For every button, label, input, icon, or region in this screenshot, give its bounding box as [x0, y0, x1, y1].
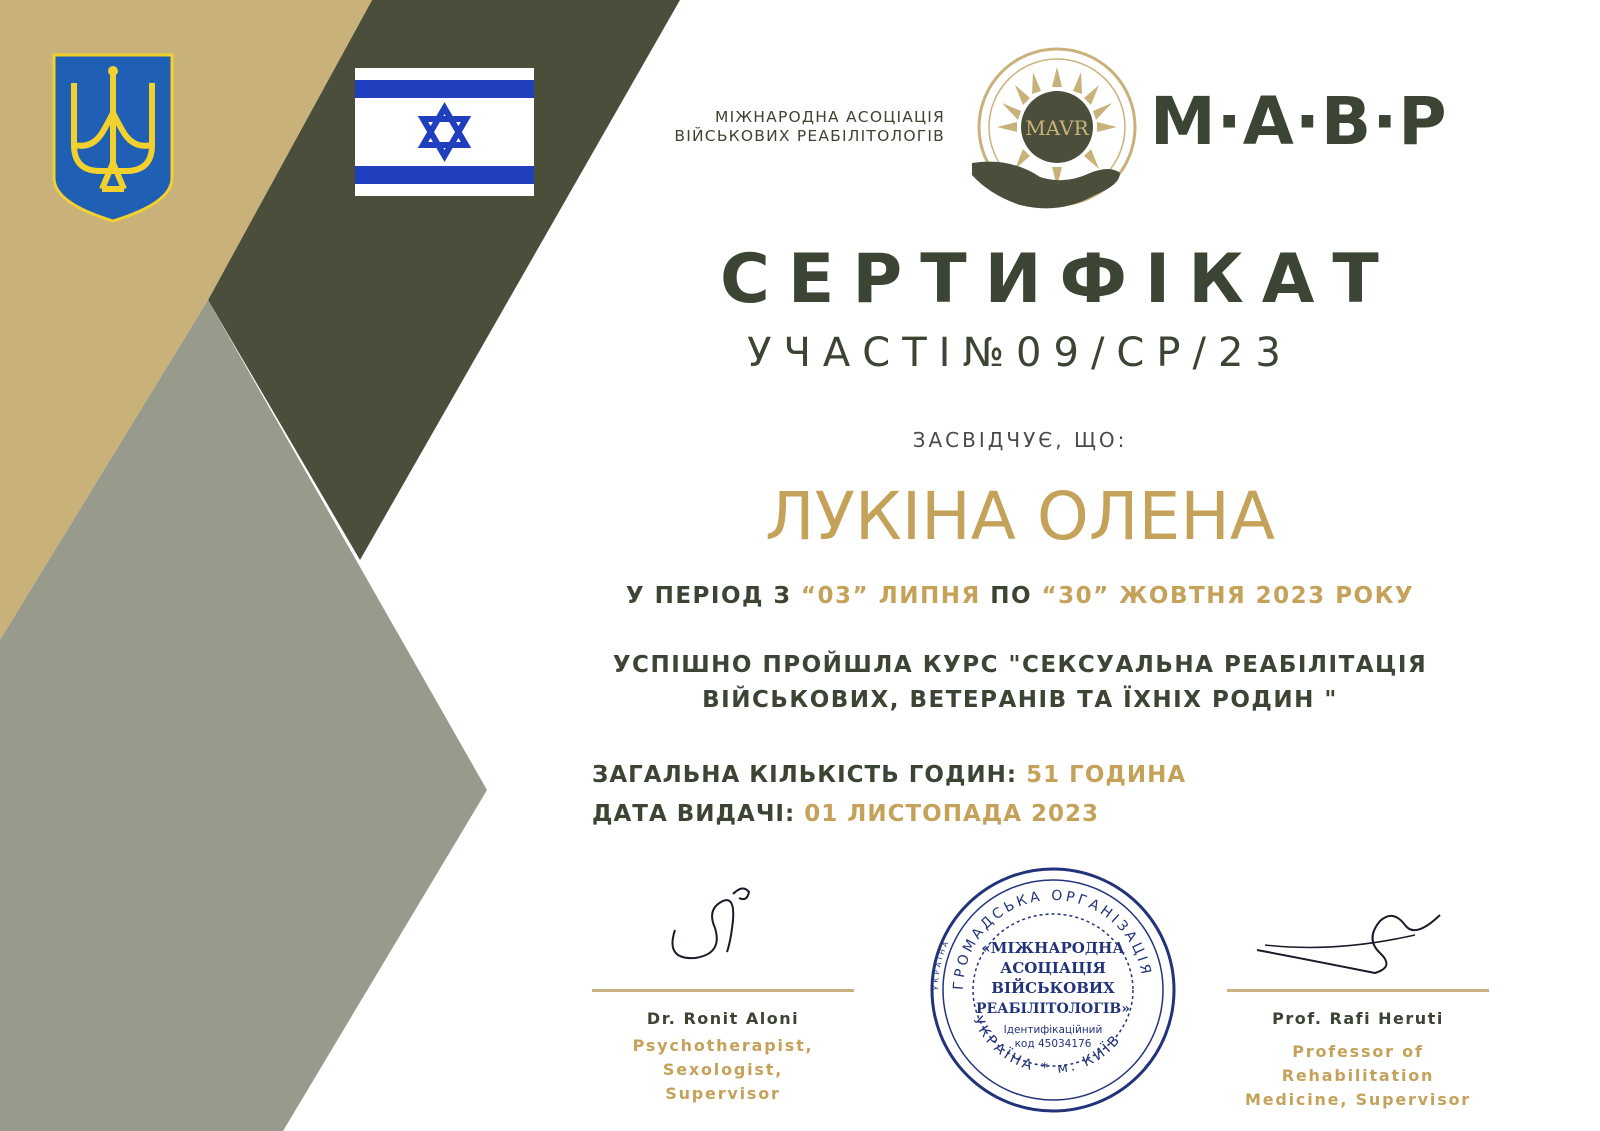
org-line-2: ВІЙСЬКОВИХ РЕАБІЛІТОЛОГІВ — [674, 127, 945, 145]
role-line: Professor of — [1292, 1042, 1424, 1061]
seal-center-1: «МІЖНАРОДНА — [981, 939, 1125, 957]
signature-right — [1255, 895, 1455, 975]
org-line-1: МІЖНАРОДНА АСОЦІАЦІЯ — [715, 108, 945, 126]
mavr-sun-hand-logo — [970, 45, 1145, 220]
organization-name — [620, 108, 945, 146]
seal-ring-top: ГРОМАДСЬКА ОРГАНІЗАЦІЯ — [950, 887, 1155, 991]
signature-line-right — [1227, 989, 1489, 992]
role-line: Rehabilitation — [1281, 1066, 1435, 1085]
course-period — [590, 583, 1450, 609]
issue-date-row — [592, 801, 1099, 827]
signature-left — [665, 880, 775, 970]
seal-ring-bottom: УКРАЇНА * м. КИЇВ — [969, 1014, 1125, 1078]
recipient-name: ЛУКІНА ОЛЕНА — [765, 478, 1275, 555]
certificate-title: СЕРТИФІКАТ — [720, 240, 1397, 319]
course-line-1: УСПІШНО ПРОЙШЛА КУРС "СЕКСУАЛЬНА РЕАБІЛІТАЦІЯ — [612, 652, 1428, 678]
hours-label: ЗАГАЛЬНА КІЛЬКІСТЬ ГОДИН: — [592, 762, 1018, 788]
certificate-number: УЧАСТІ№09/СР/23 — [747, 330, 1293, 376]
israel-flag-icon — [355, 68, 534, 196]
role-line: Sexologist, — [662, 1060, 784, 1079]
seal-center-3: ВІЙСЬКОВИХ — [991, 979, 1115, 997]
course-description — [590, 648, 1450, 718]
seal-code-2: код 45034176 — [1014, 1038, 1092, 1050]
role-line: Supervisor — [665, 1084, 781, 1103]
hours-row — [592, 762, 1186, 788]
ukraine-trident-icon — [52, 53, 174, 223]
seal-code-1: Ідентифікаційний — [1003, 1024, 1103, 1036]
period-to: “30” ЖОВТНЯ 2023 РОКУ — [1041, 583, 1415, 609]
organization-seal — [928, 865, 1178, 1115]
issue-date-value: 01 ЛИСТОПАДА 2023 — [804, 801, 1100, 827]
seal-micro-text: УКРАЇНА — [931, 937, 952, 991]
signature-line-left — [592, 989, 854, 992]
logo-wordmark: М·А·В·Р — [1150, 83, 1448, 160]
signatory-name-right: Prof. Rafi Heruti — [1272, 1009, 1444, 1028]
logo-monogram: MAVR — [1025, 116, 1089, 140]
signatory-role-left — [592, 1034, 854, 1106]
certifies-label: ЗАСВІДЧУЄ, ЩО: — [912, 428, 1128, 452]
issue-date-label: ДАТА ВИДАЧІ: — [592, 801, 796, 827]
period-mid: ПО — [990, 583, 1033, 609]
seal-center-4: РЕАБІЛІТОЛОГІВ» — [975, 1001, 1131, 1017]
role-line: Psychotherapist, — [632, 1036, 814, 1055]
signatory-name-left: Dr. Ronit Aloni — [646, 1009, 800, 1028]
period-prefix: У ПЕРІОД З — [625, 583, 792, 609]
role-line: Medicine, Supervisor — [1245, 1090, 1471, 1109]
period-from: “03” ЛИПНЯ — [800, 583, 981, 609]
hours-value: 51 ГОДИНА — [1026, 762, 1187, 788]
course-line-2: ВІЙСЬКОВИХ, ВЕТЕРАНІВ ТА ЇХНІХ РОДИН " — [702, 687, 1338, 713]
signatory-role-right — [1227, 1040, 1489, 1112]
seal-center-2: АСОЦІАЦІЯ — [1000, 959, 1106, 977]
